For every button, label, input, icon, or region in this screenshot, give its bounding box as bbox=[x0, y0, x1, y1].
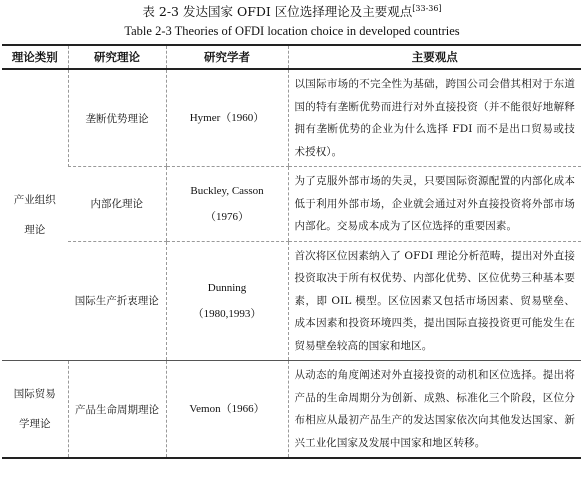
caption-cn bbox=[0, 4, 584, 20]
view-cell: 首次将区位因素纳入了 OFDI 理论分析范畴，提出对外直接投资取决于所有权优势、内部化优势、区位优势三种基本要素，即 OIL 模型。区位因素又包括市场因素、贸易壁垒、成本因素和投资环境四类，提出国际直接投资更可能发生在贸易壁垒较高的国家和地区。 bbox=[288, 241, 581, 361]
theories-table bbox=[2, 44, 581, 459]
view-cell: 为了克服外部市场的失灵，只要国际资源配置的内部化成本低于利用外部市场，企业就会通过对外直接投资将外部市场内部化。交易成本成为了区位选择的重要因素。 bbox=[288, 167, 581, 242]
scholar-cell bbox=[166, 167, 288, 242]
view-cell: 从动态的角度阐述对外直接投资的动机和区位选择。提出将产品的生命周期分为创新、成熟、标准化三个阶段，区位分布相应从最初产品生产的发达国家依次向其他发达国家、新兴工业化国家及发展中国家和地区转移。 bbox=[288, 361, 581, 459]
table-row bbox=[2, 361, 581, 459]
caption-reference: [33-36] bbox=[412, 3, 442, 13]
table-row bbox=[2, 241, 581, 361]
theory-cell: 产品生命周期理论 bbox=[68, 361, 166, 459]
table-row bbox=[2, 69, 581, 167]
scholar-cell bbox=[166, 69, 288, 167]
scholar-line: （1980,1993） bbox=[192, 307, 262, 320]
scholar-cell bbox=[166, 361, 288, 459]
theory-cell: 国际生产折衷理论 bbox=[68, 241, 166, 361]
theory-cell: 垄断优势理论 bbox=[68, 69, 166, 167]
view-cell: 以国际市场的不完全性为基础，跨国公司会借其相对于东道国的特有垄断优势而进行对外直接投资（并不能很好地解释拥有垄断优势的企业为什么选择 FDI 而不是出口贸易或技术授权）。 bbox=[288, 69, 581, 167]
scholar-line: Dunning bbox=[207, 281, 247, 294]
category-cell bbox=[2, 69, 68, 361]
caption-en: Table 2-3 Theories of OFDI location choice in developed countries bbox=[124, 24, 460, 38]
scholar-line: Hymer（1960） bbox=[189, 112, 265, 124]
header-scholar: 研究学者 bbox=[166, 45, 288, 69]
table-row bbox=[2, 167, 581, 242]
category-cell bbox=[2, 361, 68, 459]
category-line: 学理论 bbox=[19, 418, 51, 430]
category-line: 理论 bbox=[24, 224, 46, 236]
header-row bbox=[2, 45, 581, 69]
category-line: 国际贸易 bbox=[13, 388, 56, 400]
header-view: 主要观点 bbox=[288, 45, 581, 69]
scholar-line: （1976） bbox=[205, 210, 249, 223]
category-line: 产业组织 bbox=[13, 194, 56, 206]
header-category: 理论类别 bbox=[2, 45, 68, 69]
header-theory: 研究理论 bbox=[68, 45, 166, 69]
theory-cell: 内部化理论 bbox=[68, 167, 166, 242]
scholar-cell bbox=[166, 241, 288, 361]
scholar-line: Vemon（1966） bbox=[189, 403, 265, 415]
caption-cn-title: 表 2-3 发达国家 OFDI 区位选择理论及主要观点 bbox=[142, 4, 413, 19]
scholar-line: Buckley, Casson bbox=[190, 184, 264, 197]
